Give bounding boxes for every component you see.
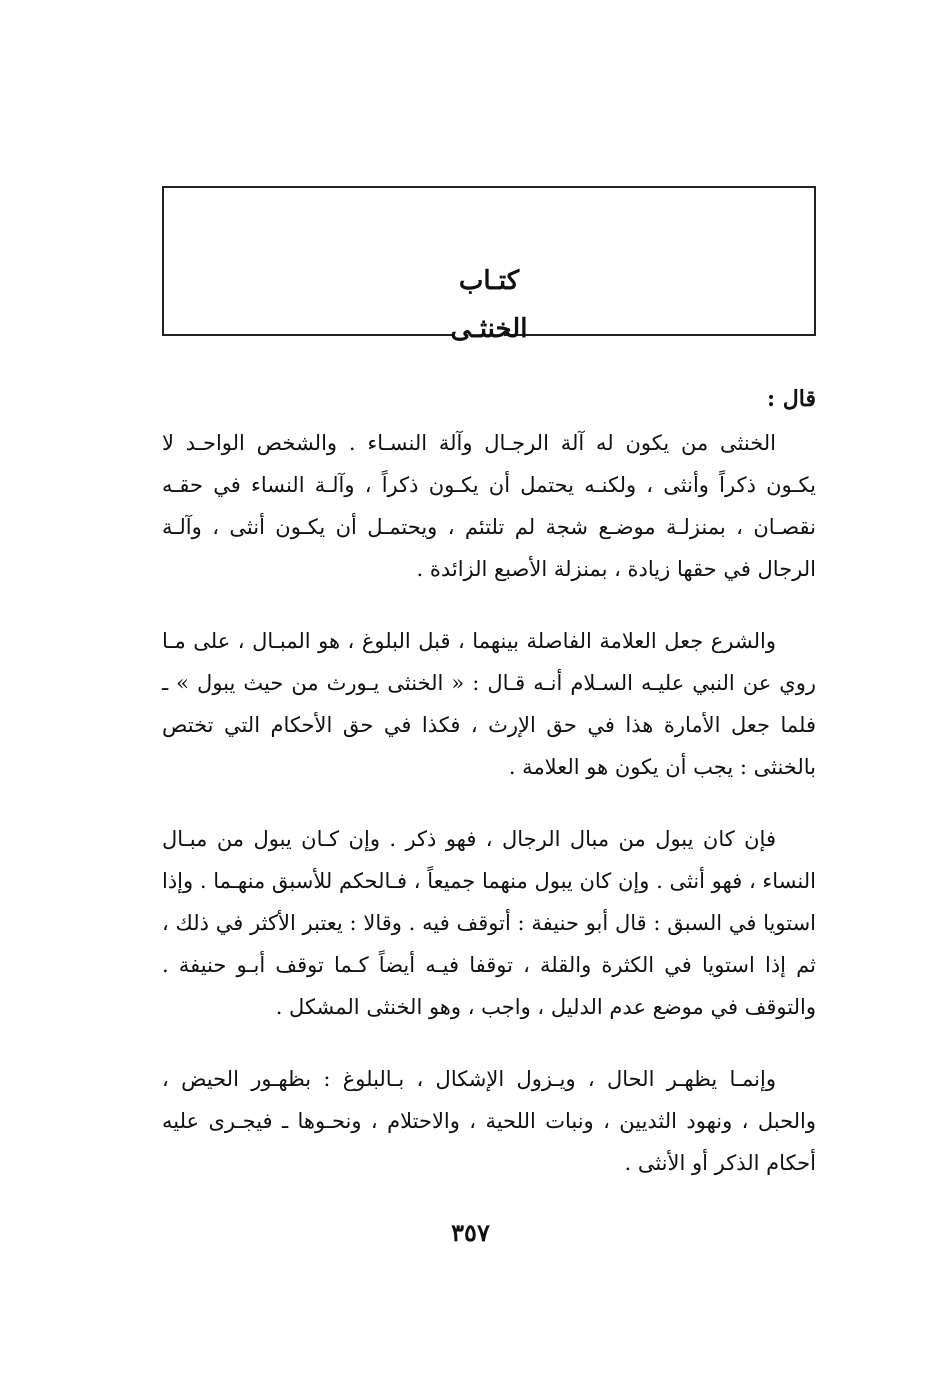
- book-title: الخنثـى: [450, 314, 528, 344]
- page-number: ٣٥٧: [451, 1218, 490, 1247]
- paragraph-3: فإن كان يبول من مبال الرجال ، فهو ذكر . وإن كـان يبول من مبـال النساء ، فهو أنثى . وإن كان يبول منهما جميعاً ، فـالحكم للأسبق منهـما . وإذا استويا في السبق : قال أبو حنيفة : أتوقف فيه . وقالا : يعتبر الأكثر في ذلك ، ثم إذا استويا في الكثرة والقلة ، توقفا فيـه أيضاً كـما توقف أبـو حنيفة . والتوقف في موضع عدم الدليل ، واجب ، وهو الخنثى المشكل .: [162, 827, 816, 1019]
- intro-label: قال :: [767, 386, 816, 412]
- paragraph-2: والشرع جعل العلامة الفاصلة بينهما ، قبل البلوغ ، هو المبـال ، على مـا روي عن النبي عليـه السـلام أنـه قـال : « الخنثى يـورث من حيث يبول » ـ فلما جعل الأمارة هذا في حق الإرث ، فكذا في حق الأحكام التي تختص بالخنثى : يجب أن يكون هو العلامة .: [162, 629, 816, 779]
- body-text: [162, 378, 816, 1214]
- paragraph-1: الخنثى من يكون له آلة الرجـال وآلة النسـاء . والشخص الواحـد لا يكـون ذكراً وأنثى ، ولكنـه يحتمل أن يكـون ذكراً ، وآلـة النساء في حقـه نقصـان ، بمنزلـة موضـع شجة لم تلتئم ، ويحتمـل أن يكـون أنثى ، وآلـة الرجال في حقها زيادة ، بمنزلة الأصبع الزائدة .: [162, 431, 816, 581]
- title-frame: [162, 186, 816, 344]
- paragraph-4: وإنمـا يظهـر الحال ، ويـزول الإشكال ، بـالبلوغ : بظهـور الحيض ، والحبل ، ونهود الثديين ، ونبات اللحية ، والاحتلام ، ونحـوها ـ فيجـرى عليه أحكام الذكر أو الأنثى .: [162, 1067, 816, 1175]
- book-heading-word: كتـاب: [458, 266, 520, 296]
